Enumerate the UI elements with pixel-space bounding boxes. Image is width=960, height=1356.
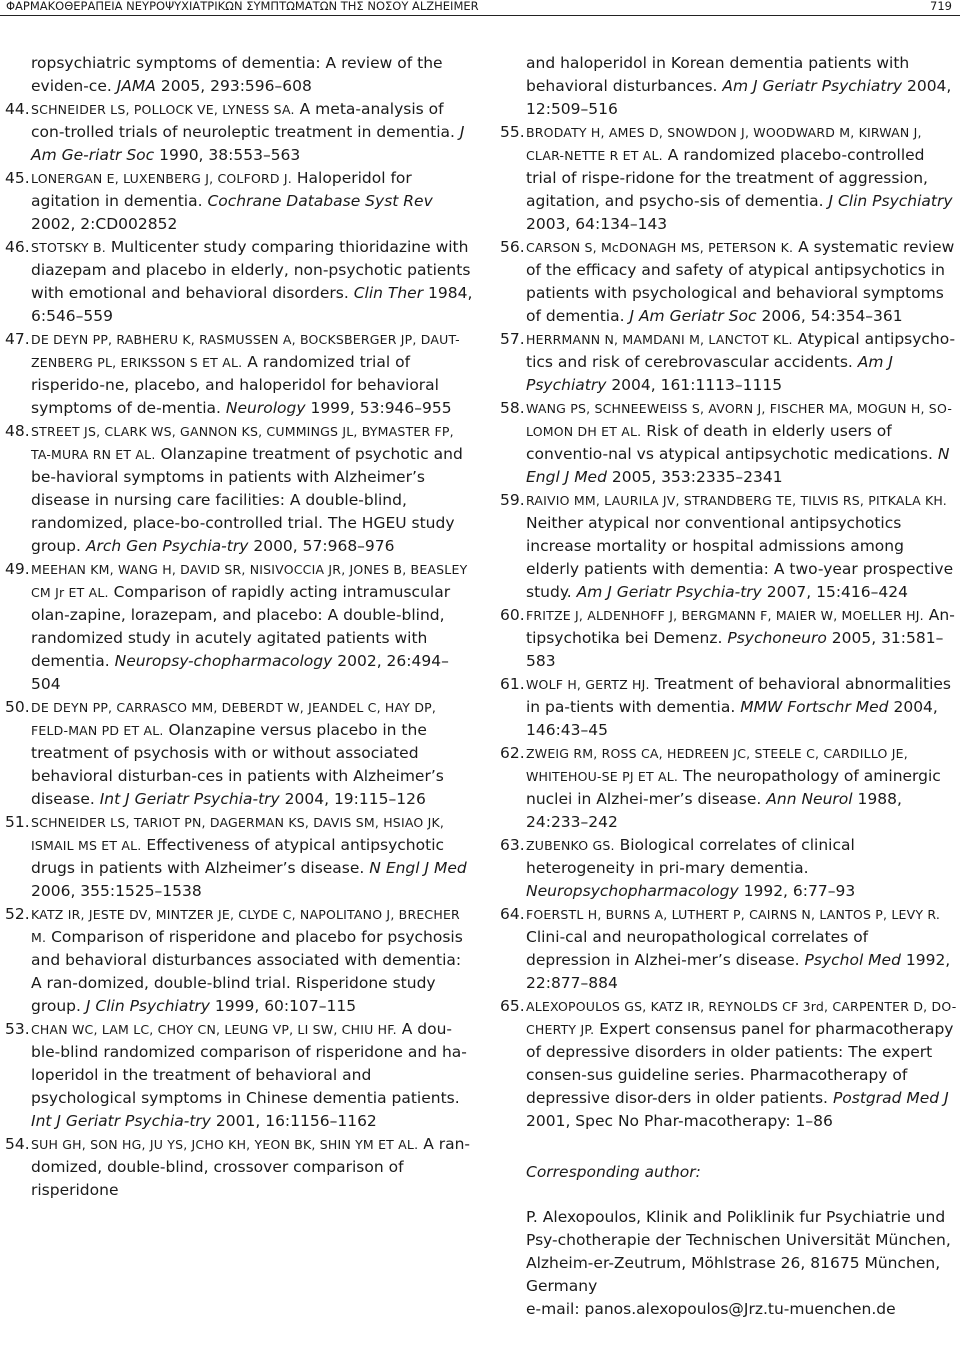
reference-cite: 2003, 64:134–143 [526, 215, 668, 233]
reference-title: Haloperidol for agitation in dementia. [31, 169, 412, 210]
reference-number: 56. [500, 238, 525, 256]
reference-journal: Am J Geriatr Psychiatry [722, 77, 903, 95]
reference-number: 46. [5, 238, 30, 256]
reference-title: Clini-cal and neuropathological correlates of depression in Alzhei-mer’s disease. [526, 928, 869, 969]
reference-number: 52. [5, 905, 30, 923]
reference-number: 65. [500, 997, 525, 1015]
reference-authors: HERRMANN N, MAMDANI M, LANCTOT KL. [526, 332, 793, 347]
reference-authors: SCHNEIDER LS, POLLOCK VE, LYNESS SA. [31, 102, 295, 117]
reference-item [0, 1133, 474, 1202]
reference-item [495, 673, 957, 742]
reference-title: An-tipsychotika bei Demenz. [526, 606, 955, 647]
reference-authors: WANG PS, SCHNEEWEISS S, AVORN J, FISCHER MA, MOGUN H, SO-LOMON DH ET AL. [526, 401, 953, 439]
reference-list-right [495, 121, 957, 1133]
reference-number: 51. [5, 813, 30, 831]
reference-item [495, 903, 957, 995]
reference-item [495, 121, 957, 236]
reference-authors: DE DEYN PP, CARRASCO MM, DEBERDT W, JEANDEL C, HAY DP, FELD-MAN PD ET AL. [31, 700, 437, 738]
reference-item [495, 995, 957, 1133]
reference-cite: 2005, 293:596–608 [160, 77, 312, 95]
reference-number: 64. [500, 905, 525, 923]
reference-journal: Postgrad Med J [832, 1089, 949, 1107]
reference-number: 61. [500, 675, 525, 693]
reference-item [0, 558, 474, 696]
reference-journal: N Engl J Med [369, 859, 467, 877]
reference-number: 48. [5, 422, 30, 440]
reference-number: 57. [500, 330, 525, 348]
reference-journal: Psychoneuro [727, 629, 827, 647]
reference-journal: Neuropsy-chopharmacology [114, 652, 333, 670]
reference-title: and haloperidol in Korean dementia patients with behavioral disturbances. [526, 54, 910, 95]
reference-title: A ran-domized, double-blind, crossover comparison of risperidone [31, 1135, 471, 1199]
reference-cite: 1984, 6:546–559 [31, 284, 473, 325]
reference-cite: 1992, 6:77–93 [743, 882, 856, 900]
reference-cite: 2002, 26:494–504 [31, 652, 449, 693]
corresponding-author-email: e-mail: panos.alexopoulos@Jrz.tu-muenchen.de [526, 1300, 896, 1318]
reference-title: Effectiveness of atypical antipsychotic drugs in patients with Alzheimer’s disease. [31, 836, 445, 877]
reference-continuation [0, 52, 474, 98]
reference-cite: 2001, 16:1156–1162 [215, 1112, 377, 1130]
reference-cite: 2004, 12:509–516 [526, 77, 952, 118]
reference-cite: 2005, 31:581–583 [526, 629, 944, 670]
reference-authors: ALEXOPOULOS GS, KATZ IR, REYNOLDS CF 3rd, CARPENTER D, DO-CHERTY JP. [526, 999, 957, 1037]
reference-cite: 2001, Spec No Phar-macotherapy: 1–86 [526, 1112, 833, 1130]
reference-journal: N Engl J Med [526, 445, 950, 486]
reference-journal: J Clin Psychiatry [828, 192, 953, 210]
reference-journal: Neuropsychopharmacology [526, 882, 739, 900]
reference-title: Biological correlates of clinical heterogeneity in pri-mary dementia. [526, 836, 855, 877]
reference-journal: JAMA [116, 77, 156, 95]
reference-journal: J Am Ge-riatr Soc [31, 123, 465, 164]
reference-authors: ZWEIG RM, ROSS CA, HEDREEN JC, STEELE C, CARDILLO JE, WHITEHOU-SE PJ ET AL. [526, 746, 908, 784]
reference-authors: FRITZE J, ALDENHOFF J, BERGMANN F, MAIER W, MOELLER HJ. [526, 608, 924, 623]
reference-item [495, 604, 957, 673]
reference-item [495, 328, 957, 397]
reference-title: A systematic review of the efficacy and safety of atypical antipsychotics in patients with psychological and behavioral symptoms of dementia. [526, 238, 955, 325]
reference-authors: CARSON S, McDONAGH MS, PETERSON K. [526, 240, 794, 255]
reference-title: Neither atypical nor conventional antipsychotics increase mortality or hospital admissions among elderly patients with dementia: A two-year prospective study. [526, 514, 954, 601]
reference-authors: SUH GH, SON HG, JU YS, JCHO KH, YEON BK, SHIN YM ET AL. [31, 1137, 419, 1152]
reference-authors: STREET JS, CLARK WS, GANNON KS, CUMMINGS JL, BYMASTER FP, TA-MURA RN ET AL. [31, 424, 454, 462]
reference-item [0, 328, 474, 420]
left-column [0, 52, 474, 1202]
reference-title: Olanzapine versus placebo in the treatment of psychosis with or without associated behavioral disturban-ces in patients with Alzheimer’s disease. [31, 721, 444, 808]
reference-title: Comparison of risperidone and placebo for psychosis and behavioral disturbances associated with dementia: A ran-domized, double-blind trial. Risperidone study group. [31, 928, 463, 1015]
reference-title: Risk of death in elderly users of conventio-nal vs atypical antipsychotic medications. [526, 422, 933, 463]
reference-journal: J Clin Psychiatry [85, 997, 210, 1015]
reference-cite: 1999, 53:946–955 [310, 399, 452, 417]
reference-authors: ZUBENKO GS. [526, 838, 615, 853]
reference-journal: Clin Ther [353, 284, 424, 302]
reference-cite: 2007, 15:416–424 [766, 583, 908, 601]
reference-cite: 1992, 22:877–884 [526, 951, 951, 992]
reference-journal: J Am Geriatr Soc [629, 307, 757, 325]
reference-authors: LONERGAN E, LUXENBERG J, COLFORD J. [31, 171, 292, 186]
reference-cite: 2004, 19:115–126 [284, 790, 426, 808]
reference-number: 63. [500, 836, 525, 854]
reference-journal: Int J Geriatr Psychia-try [99, 790, 280, 808]
header-rule [0, 15, 960, 16]
reference-continuation [495, 52, 957, 121]
reference-number: 49. [5, 560, 30, 578]
reference-journal: Neurology [225, 399, 306, 417]
reference-authors: WOLF H, GERTZ HJ. [526, 677, 650, 692]
running-header [0, 0, 960, 14]
reference-authors: RAIVIO MM, LAURILA JV, STRANDBERG TE, TILVIS RS, PITKALA KH. [526, 493, 947, 508]
reference-authors: FOERSTL H, BURNS A, LUTHERT P, CAIRNS N, LANTOS P, LEVY R. [526, 907, 940, 922]
reference-journal: Int J Geriatr Psychia-try [31, 1112, 211, 1130]
reference-number: 50. [5, 698, 30, 716]
reference-title: A randomized placebo-controlled trial of rispe-ridone for the treatment of aggression, agitation, and psycho-sis of dementia. [526, 146, 928, 210]
reference-item [0, 420, 474, 558]
reference-cite: 2006, 54:354–361 [761, 307, 903, 325]
reference-number: 45. [5, 169, 30, 187]
reference-number: 59. [500, 491, 525, 509]
reference-list-left [0, 98, 474, 1202]
reference-title: A meta-analysis of con-trolled trials of neuroleptic treatment in dementia. [31, 100, 455, 141]
reference-title: Multicenter study comparing thioridazine with diazepam and placebo in elderly, non-psychotic patients with emotional and behavioral disorders. [31, 238, 471, 302]
running-title: ΦΑΡΜΑΚΟΘΕΡΑΠΕΙΑ ΝΕΥΡΟΨΥΧΙΑΤΡΙΚΩΝ ΣΥΜΠΤΩΜΑΤΩΝ ΤΗΣ ΝΟΣΟΥ ALZHEIMER [6, 0, 479, 13]
reference-journal: Am J Geriatr Psychia-try [576, 583, 762, 601]
reference-item [495, 397, 957, 489]
reference-item [495, 742, 957, 834]
page-number: 719 [930, 0, 952, 13]
reference-item [495, 834, 957, 903]
reference-authors: SCHNEIDER LS, TARIOT PN, DAGERMAN KS, DAVIS SM, HSIAO JK, ISMAIL MS ET AL. [31, 815, 445, 853]
reference-item [0, 167, 474, 236]
reference-item [0, 236, 474, 328]
reference-number: 54. [5, 1135, 30, 1153]
reference-title: A dou-ble-blind randomized comparison of risperidone and ha-loperidol in the treatment of behavioral and psychological symptoms in Chinese dementia patients. [31, 1020, 467, 1107]
reference-item [0, 1018, 474, 1133]
reference-title: A randomized trial of risperido-ne, placebo, and haloperidol for behavioral symptoms of de-mentia. [31, 353, 439, 417]
reference-number: 55. [500, 123, 525, 141]
reference-number: 58. [500, 399, 525, 417]
reference-authors: KATZ IR, JESTE DV, MINTZER JE, CLYDE C, NAPOLITANO J, BRECHER M. [31, 907, 460, 945]
reference-journal: Arch Gen Psychia-try [85, 537, 249, 555]
reference-number: 44. [5, 100, 30, 118]
reference-item [0, 696, 474, 811]
reference-title: Atypical antipsycho-tics and risk of cerebrovascular accidents. [526, 330, 956, 371]
reference-journal: MMW Fortschr Med [740, 698, 889, 716]
reference-title: Comparison of rapidly acting intramuscular olan-zapine, lorazepam, and placebo: A double-blind, randomized study in acutely agitated patients with dementia. [31, 583, 451, 670]
reference-number: 47. [5, 330, 30, 348]
reference-title: Expert consensus panel for pharmacotherapy of depressive disorders in older patients: The expert consen-sus guideline series. Pharmacotherapy of depressive disor-ders in older patients. [526, 1020, 954, 1107]
reference-cite: 1999, 60:107–115 [214, 997, 357, 1015]
reference-title: The neuropathology of aminergic nuclei in Alzhei-mer’s disease. [526, 767, 941, 808]
reference-item [0, 811, 474, 903]
reference-cite: 2005, 353:2335–2341 [611, 468, 783, 486]
reference-cite: 1988, 24:233–242 [526, 790, 902, 831]
reference-title: Treatment of behavioral abnormalities in pa-tients with dementia. [526, 675, 951, 716]
right-column [495, 52, 957, 1321]
reference-journal: Am J Psychiatry [526, 353, 893, 394]
reference-number: 53. [5, 1020, 30, 1038]
reference-authors: DE DEYN PP, RABHERU K, RASMUSSEN A, BOCKSBERGER JP, DAUT-ZENBERG PL, ERIKSSON S ET AL. [31, 332, 460, 370]
reference-authors: BRODATY H, AMES D, SNOWDON J, WOODWARD M, KIRWAN J, CLAR-NETTE R ET AL. [526, 125, 922, 163]
corresponding-author-label: Corresponding author: [526, 1163, 701, 1181]
reference-title: ropsychiatric symptoms of dementia: A review of the eviden-ce. [31, 54, 443, 95]
reference-item [495, 489, 957, 604]
reference-number: 62. [500, 744, 525, 762]
reference-number: 60. [500, 606, 525, 624]
reference-item [495, 236, 957, 328]
reference-cite: 2006, 355:1525–1538 [31, 882, 202, 900]
reference-authors: CHAN WC, LAM LC, CHOY CN, LEUNG VP, LI SW, CHIU HF. [31, 1022, 397, 1037]
reference-cite: 2004, 146:43–45 [526, 698, 938, 739]
reference-cite: 2000, 57:968–976 [253, 537, 395, 555]
reference-item [0, 903, 474, 1018]
reference-cite: 1990, 38:553–563 [159, 146, 301, 164]
reference-authors: STOTSKY B. [31, 240, 106, 255]
reference-journal: Cochrane Database Syst Rev [207, 192, 433, 210]
reference-journal: Ann Neurol [766, 790, 853, 808]
corresponding-author-address: P. Alexopoulos, Klinik and Poliklinik fur Psychiatrie und Psy-chotherapie der Technischen Universität München, Alzheim-er-Zeutrum, Möhlstrase 26, 81675 München, Germany [526, 1208, 951, 1295]
reference-cite: 2004, 161:1113–1115 [611, 376, 783, 394]
reference-cite: 2002, 2:CD002852 [31, 215, 178, 233]
reference-authors: MEEHAN KM, WANG H, DAVID SR, NISIVOCCIA JR, JONES B, BEASLEY CM Jr ET AL. [31, 562, 468, 600]
reference-journal: Psychol Med [804, 951, 901, 969]
reference-item [0, 98, 474, 167]
reference-title: Olanzapine treatment of psychotic and be-havioral symptoms in patients with Alzheimer’s disease in nursing care facilities: A double-blind, randomized, place-bo-controlled trial. The HGEU study group. [31, 445, 463, 555]
